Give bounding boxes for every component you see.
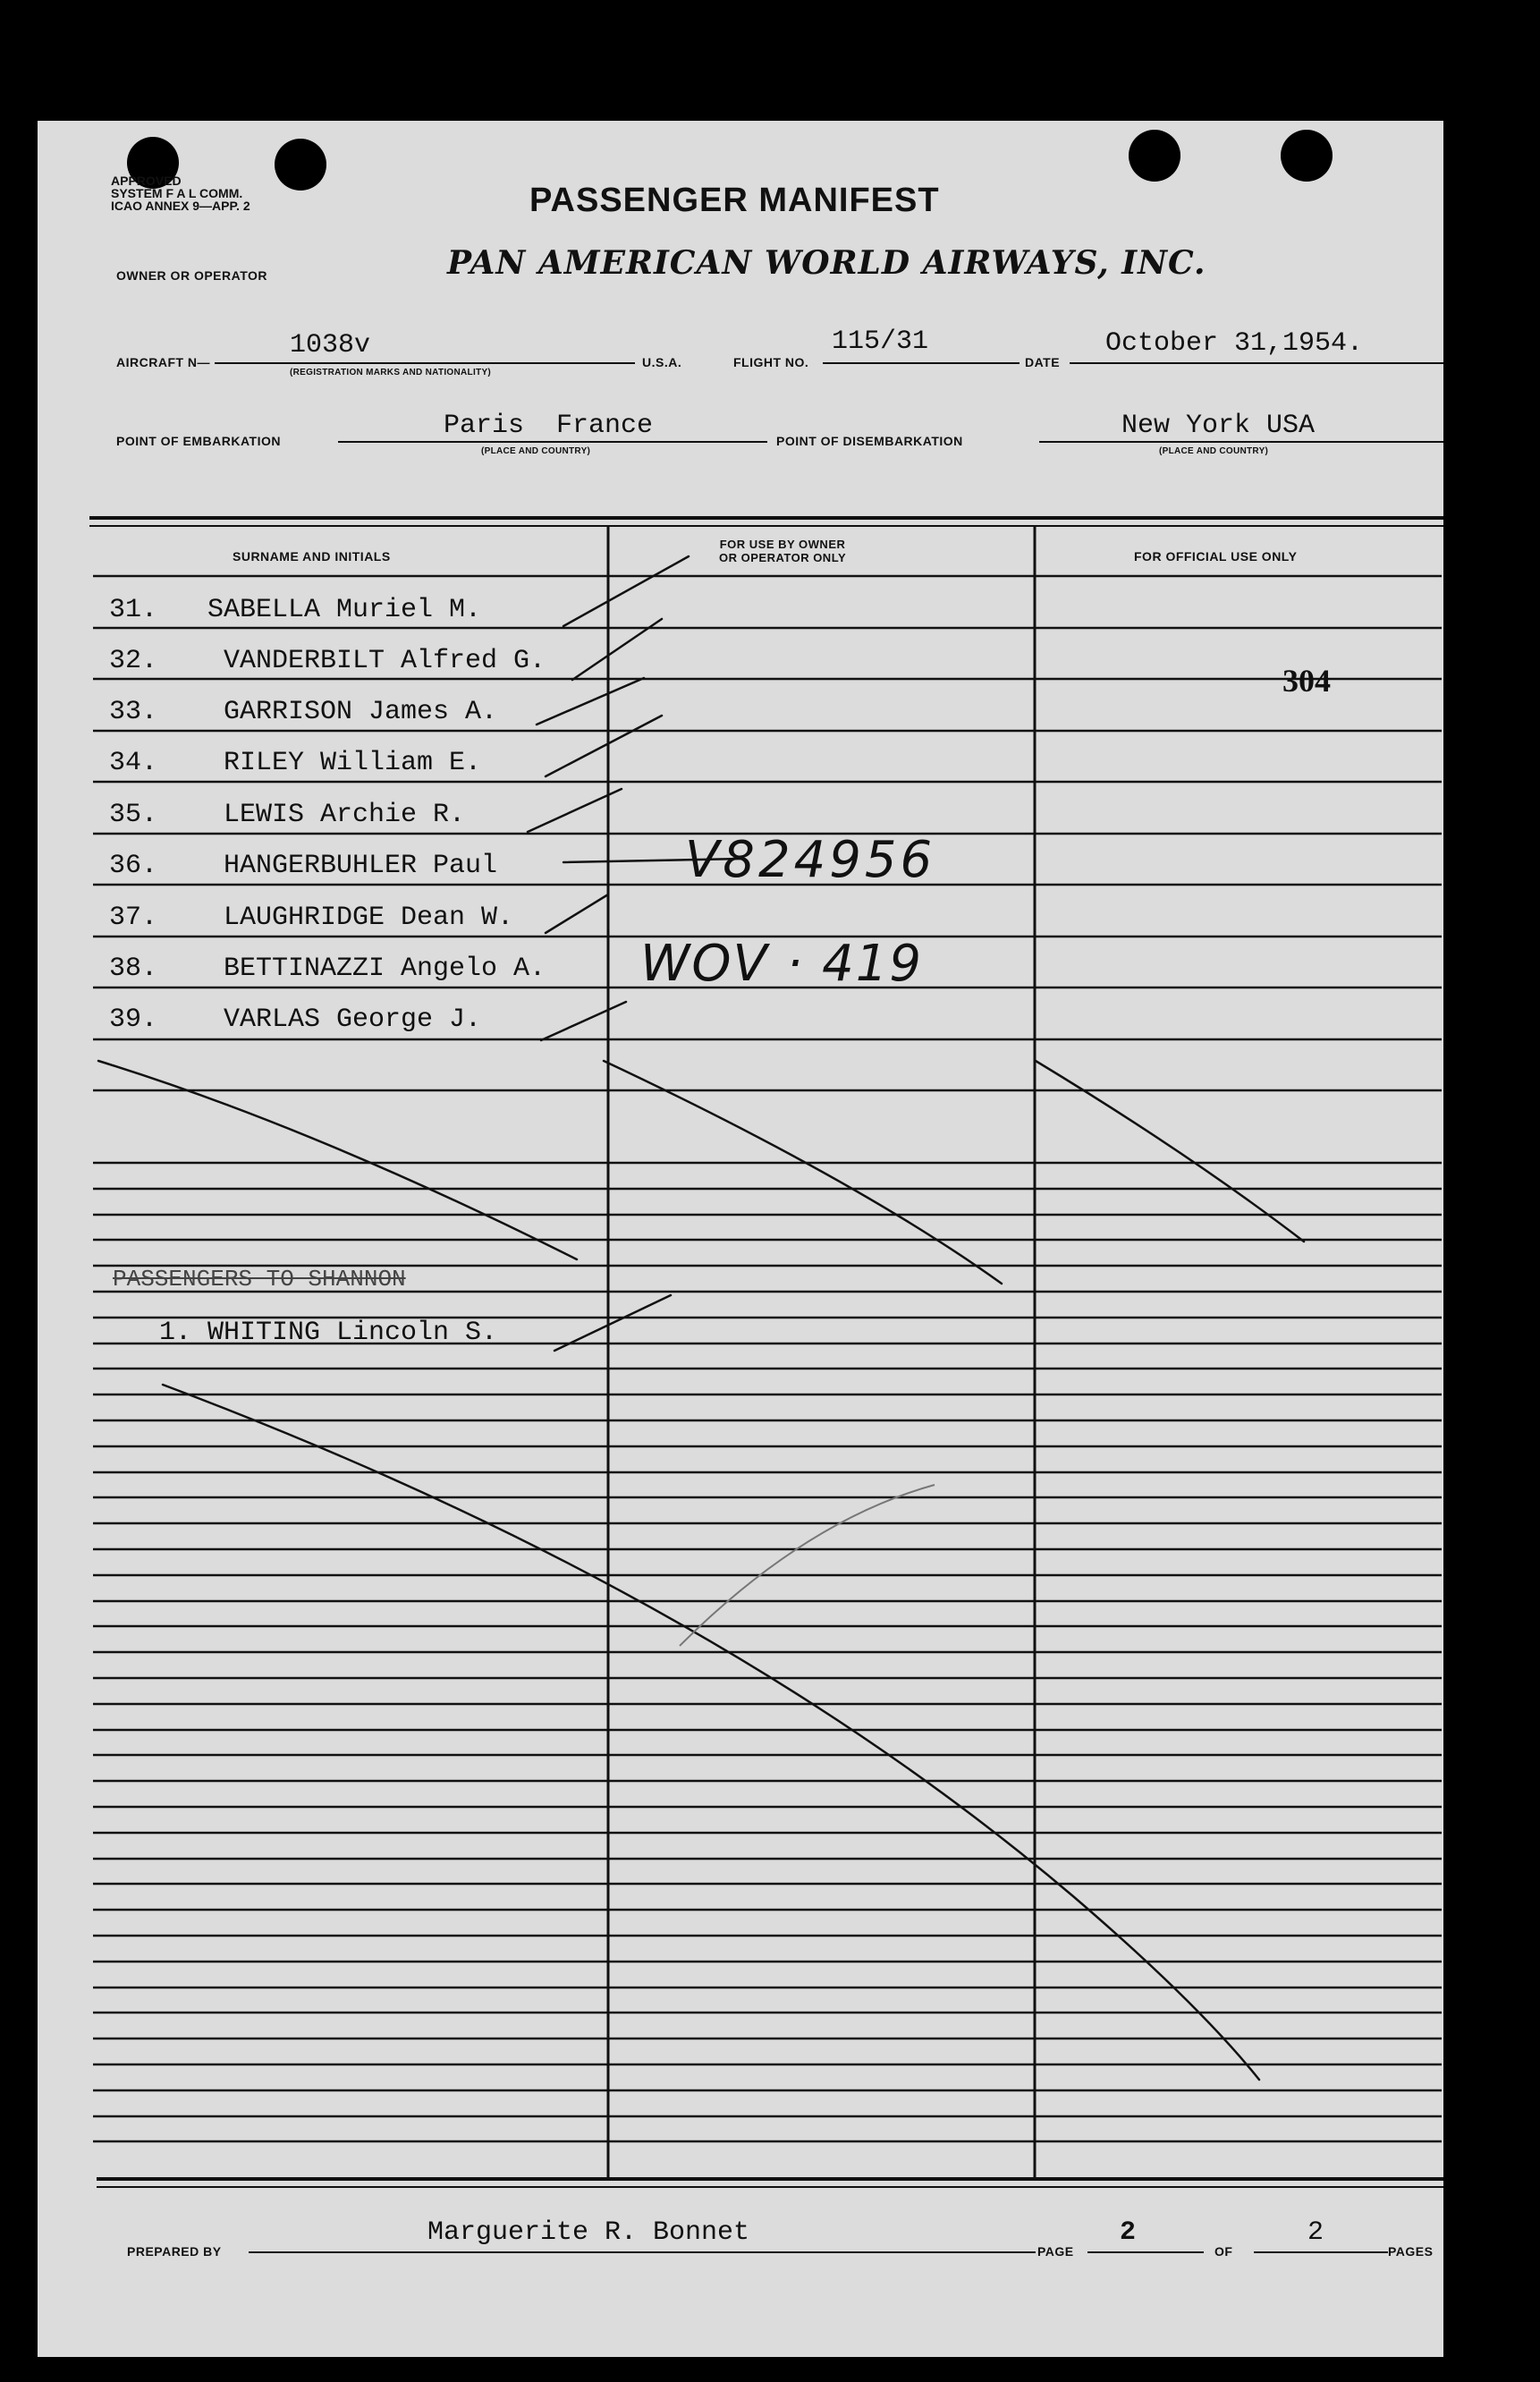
flight-label: FLIGHT NO. bbox=[733, 355, 809, 369]
passenger-num: 38. bbox=[109, 954, 158, 984]
page-title: PASSENGER MANIFEST bbox=[529, 182, 940, 219]
registration-caption: (REGISTRATION MARKS AND NATIONALITY) bbox=[290, 368, 492, 377]
passenger-name: BETTINAZZI Angelo A. bbox=[224, 954, 546, 984]
col-official-header: FOR OFFICIAL USE ONLY bbox=[1134, 549, 1298, 564]
shannon-name: WHITING Lincoln S. bbox=[207, 1318, 498, 1348]
passenger-name: LAUGHRIDGE Dean W. bbox=[224, 903, 514, 933]
page-label: PAGE bbox=[1037, 2244, 1074, 2259]
disembark-label: POINT OF DISEMBARKATION bbox=[776, 434, 963, 448]
passenger-num: 33. bbox=[109, 697, 158, 727]
pages-label: PAGES bbox=[1388, 2244, 1434, 2259]
passenger-name: SABELLA Muriel M. bbox=[207, 595, 482, 625]
embark-caption: (PLACE AND COUNTRY) bbox=[481, 446, 591, 456]
handwritten-number-row36: V824956 bbox=[685, 831, 936, 889]
faint-pencil-mark bbox=[680, 1485, 935, 1646]
passenger-num: 34. bbox=[109, 748, 158, 778]
passenger-num: 35. bbox=[109, 800, 158, 830]
passenger-name: GARRISON James A. bbox=[224, 697, 498, 727]
page-number: 2 bbox=[1120, 2217, 1137, 2248]
passenger-name: RILEY William E. bbox=[224, 748, 482, 778]
passenger-num: 37. bbox=[109, 903, 158, 933]
col-owner-header: FOR USE BY OWNER OR OPERATOR ONLY bbox=[719, 538, 847, 564]
prepared-by: Marguerite R. Bonnet bbox=[427, 2217, 750, 2248]
aircraft-label: AIRCRAFT N— bbox=[116, 355, 211, 369]
passenger-name: HANGERBUHLER Paul bbox=[224, 851, 498, 881]
date-label: DATE bbox=[1025, 355, 1061, 369]
handwritten-number-row38: WOV · 419 bbox=[640, 935, 924, 993]
disembark-value: New York USA bbox=[1121, 411, 1316, 441]
passenger-num: 39. bbox=[109, 1005, 158, 1035]
passenger-num: 31. bbox=[109, 595, 158, 625]
prepared-label: PREPARED BY bbox=[127, 2244, 222, 2259]
official-mark: 304 bbox=[1282, 663, 1331, 699]
embark-label: POINT OF EMBARKATION bbox=[116, 434, 281, 448]
passenger-name: LEWIS Archie R. bbox=[224, 800, 466, 830]
passenger-name: VANDERBILT Alfred G. bbox=[224, 646, 546, 676]
flight-value: 115/31 bbox=[832, 326, 929, 357]
date-value: October 31,1954. bbox=[1105, 328, 1364, 359]
disembark-caption: (PLACE AND COUNTRY) bbox=[1159, 446, 1269, 456]
usa-label: U.S.A. bbox=[642, 355, 682, 369]
passenger-num: 36. bbox=[109, 851, 158, 881]
owner-label: OWNER OR OPERATOR bbox=[116, 268, 267, 283]
approval-stamp: APPROVED SYSTEM F A L COMM. ICAO ANNEX 9—APP. 2 bbox=[111, 174, 250, 213]
shannon-num: 1. bbox=[159, 1318, 192, 1348]
of-label: OF bbox=[1214, 2244, 1233, 2259]
airline-name: PAN AMERICAN WORLD AIRWAYS, INC. bbox=[447, 244, 1206, 282]
aircraft-value: 1038v bbox=[290, 330, 371, 360]
shannon-heading: PASSENGERS TO SHANNON bbox=[113, 1266, 406, 1293]
passenger-name: VARLAS George J. bbox=[224, 1005, 482, 1035]
passenger-num: 32. bbox=[109, 646, 158, 676]
embark-value: Paris France bbox=[444, 411, 654, 441]
col-surname-header: SURNAME AND INITIALS bbox=[233, 549, 391, 564]
page-total: 2 bbox=[1307, 2217, 1324, 2248]
